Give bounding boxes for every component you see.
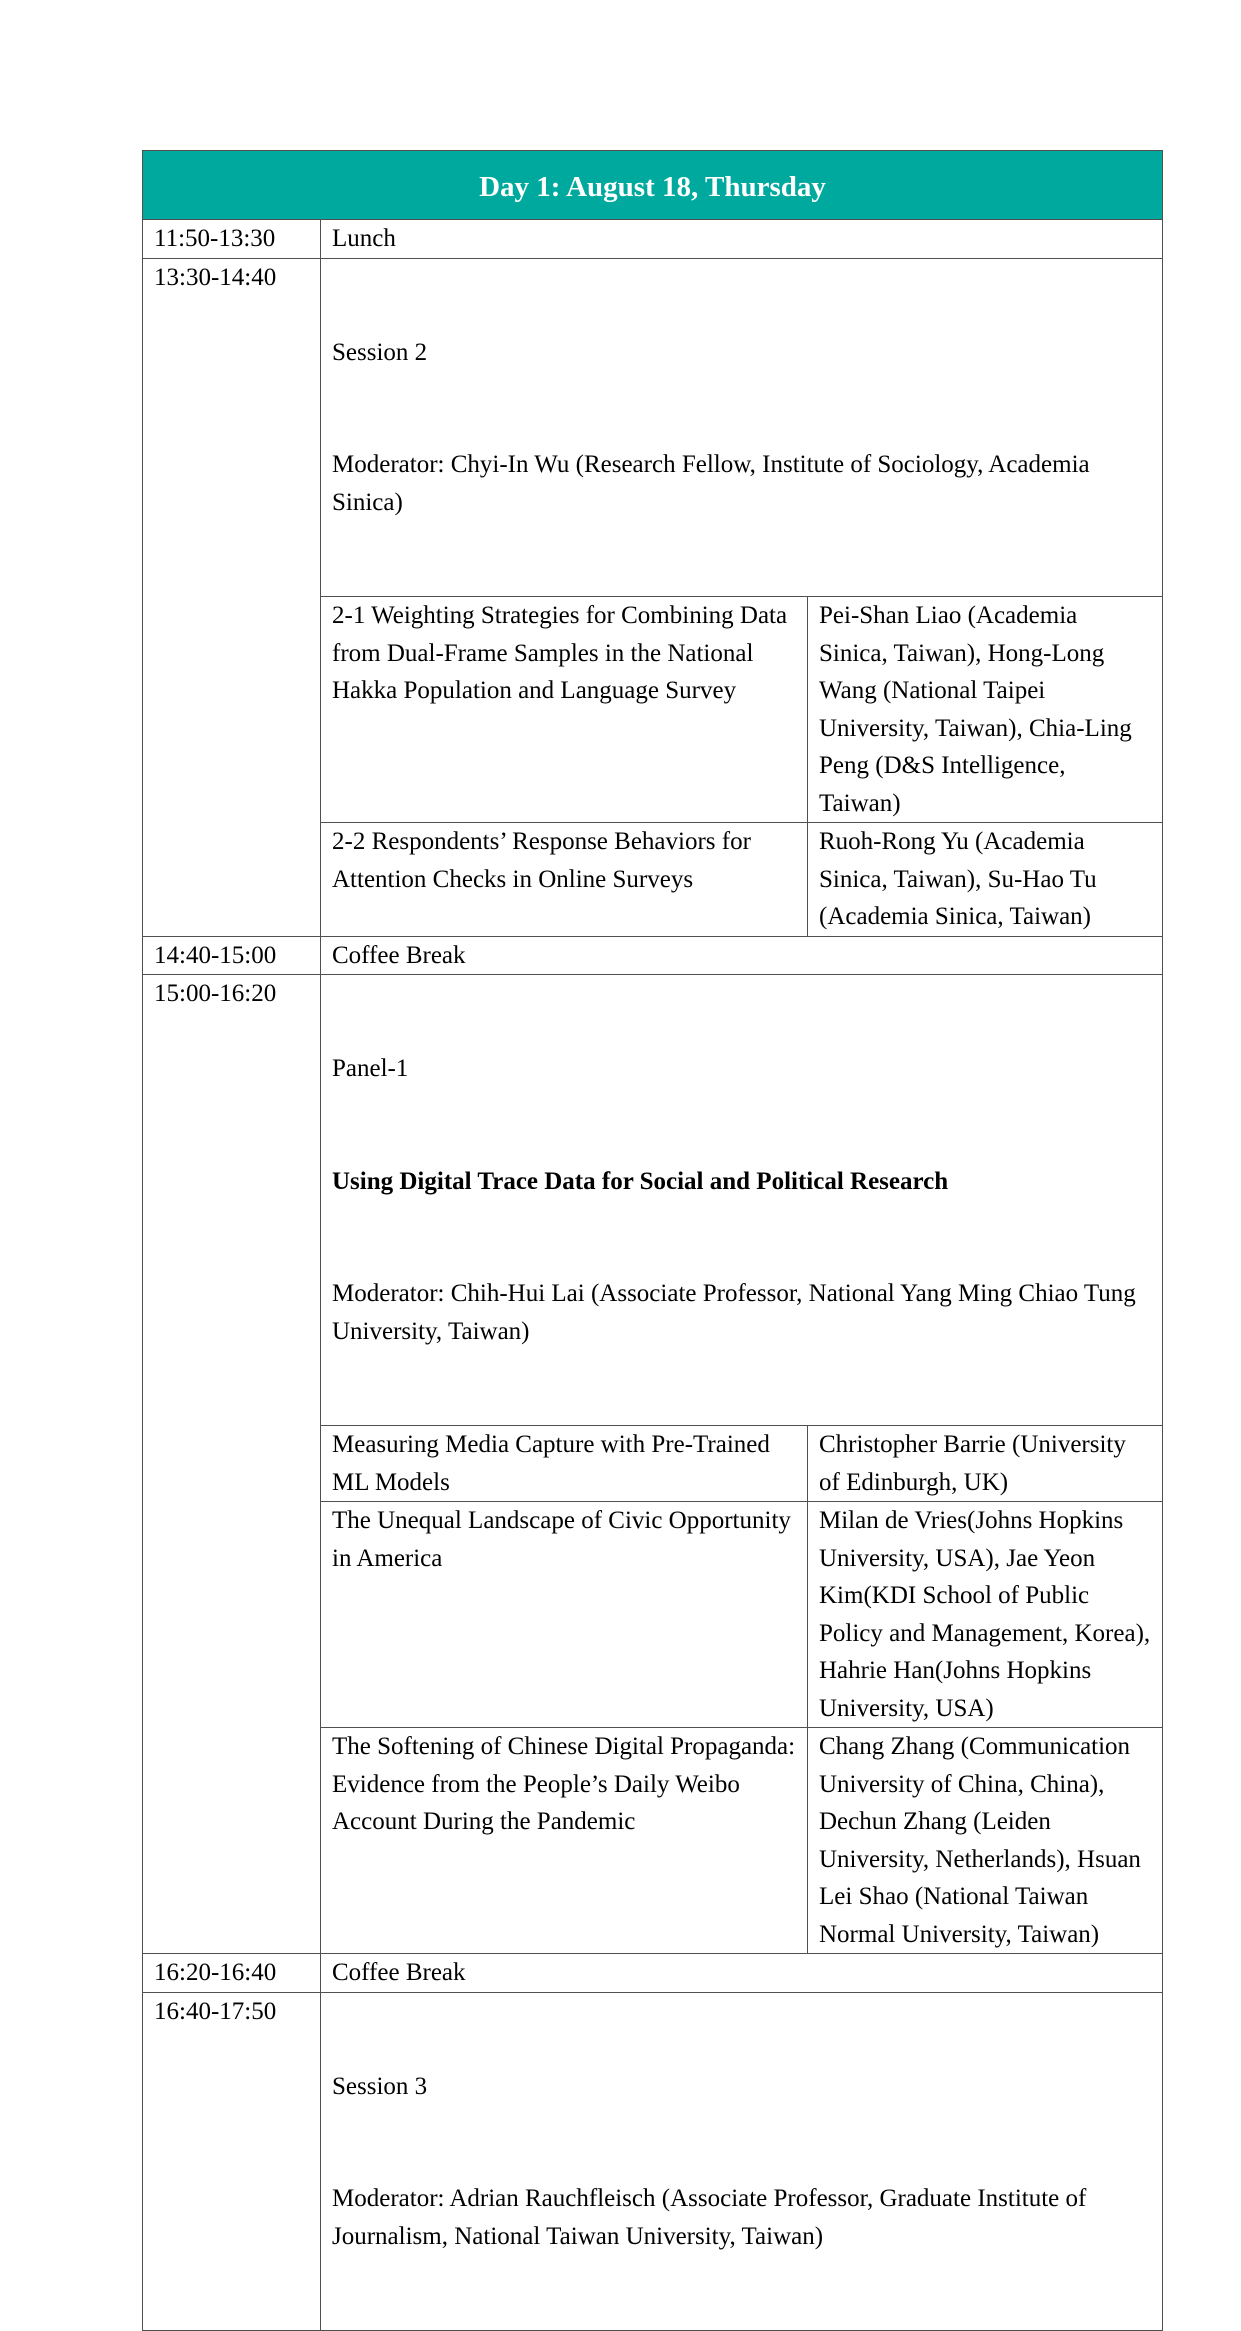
time-slot: 15:00-16:20	[143, 975, 321, 1954]
paper-authors: Pei-Shan Liao (Academia Sinica, Taiwan), Hong-Long Wang (National Taipei University, Taiwan), Chia-Ling Peng (D&S Intelligence, Taiwan)	[808, 597, 1163, 823]
session-cell	[321, 975, 1163, 1426]
moderator: Moderator: Adrian Rauchfleisch (Associate Professor, Graduate Institute of Journalism, National Taiwan University, Taiwan)	[332, 2185, 1087, 2250]
paper-authors: Ruoh-Rong Yu (Academia Sinica, Taiwan), Su-Hao Tu (Academia Sinica, Taiwan)	[808, 823, 1163, 937]
paper-title: 2-1 Weighting Strategies for Combining Data from Dual-Frame Samples in the National Hakka Population and Language Survey	[321, 597, 808, 823]
session-title: Coffee Break	[321, 1954, 1163, 1993]
session-title: Coffee Break	[321, 936, 1163, 975]
session-title: Panel-1	[332, 1055, 409, 1082]
session-cell	[321, 1992, 1163, 2331]
schedule-row	[143, 258, 1163, 597]
paper-title: Measuring Media Capture with Pre-Trained ML Models	[321, 1426, 808, 1502]
session-title: Lunch	[321, 220, 1163, 259]
schedule-row	[143, 1992, 1163, 2331]
schedule-row	[143, 1954, 1163, 1993]
day-title: Day 1: August 18, Thursday	[143, 151, 1163, 220]
time-slot: 16:20-16:40	[143, 1954, 321, 1993]
time-slot: 16:40-17:50	[143, 1992, 321, 2331]
session-cell	[321, 258, 1163, 597]
moderator: Moderator: Chyi-In Wu (Research Fellow, Institute of Sociology, Academia Sinica)	[332, 451, 1090, 516]
schedule-row	[143, 936, 1163, 975]
paper-authors: Milan de Vries(Johns Hopkins University, USA), Jae Yeon Kim(KDI School of Public Policy and Management, Korea), Hahrie Han(Johns Hopkins University, USA)	[808, 1502, 1163, 1728]
schedule-row	[143, 220, 1163, 259]
panel-topic: Using Digital Trace Data for Social and Political Research	[332, 1167, 949, 1195]
paper-title: 2-2 Respondents’ Response Behaviors for Attention Checks in Online Surveys	[321, 823, 808, 937]
paper-title: The Unequal Landscape of Civic Opportunity in America	[321, 1502, 808, 1728]
time-slot: 14:40-15:00	[143, 936, 321, 975]
paper-authors: Chang Zhang (Communication University of China, China), Dechun Zhang (Leiden University, Netherlands), Hsuan Lei Shao (National Taiwan Normal University, Taiwan)	[808, 1728, 1163, 1954]
moderator: Moderator: Chih-Hui Lai (Associate Professor, National Yang Ming Chiao Tung University, Taiwan)	[332, 1280, 1136, 1345]
time-slot: 13:30-14:40	[143, 258, 321, 936]
session-title: Session 3	[332, 2072, 428, 2100]
agenda-table	[142, 150, 1163, 2331]
day-header-row	[143, 151, 1163, 220]
paper-title: The Softening of Chinese Digital Propaganda: Evidence from the People’s Daily Weibo Account During the Pandemic	[321, 1728, 808, 1954]
schedule-row	[143, 975, 1163, 1426]
time-slot: 11:50-13:30	[143, 220, 321, 259]
paper-authors: Christopher Barrie (University of Edinburgh, UK)	[808, 1426, 1163, 1502]
session-title: Session 2	[332, 338, 428, 366]
